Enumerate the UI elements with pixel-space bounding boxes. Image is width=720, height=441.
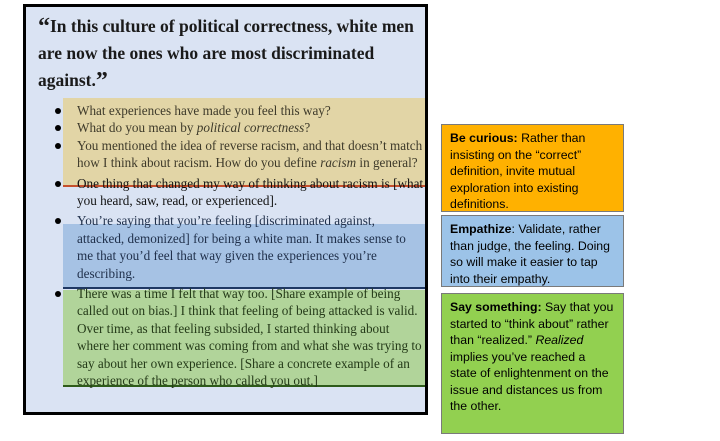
- open-quote-mark: “: [38, 14, 50, 40]
- bullet-icon: [55, 108, 61, 114]
- list-item-text: in general?: [356, 155, 418, 171]
- response-list: [52, 102, 424, 390]
- list-item-text: There was a time I felt that way too. [Share example of being called out on bias.] I think that feeling of being attacked is valid. Over time, as that feeling subsided, I started thinking about where her comment was coming from and what she was trying to say about her own experience. [Share a concrete example of an experience of the person who called you out.]: [77, 286, 422, 389]
- list-item-emphasis: racism: [320, 155, 357, 171]
- list-item-text: What do you mean by: [77, 120, 197, 136]
- list-item-text: One thing that changed my way of thinking about racism is [what you heard, saw, read, or experienced].: [77, 175, 424, 209]
- list-item: [52, 137, 424, 172]
- say-something-callout: [441, 293, 624, 434]
- list-item-text: You mentioned the idea of reverse racism, and that doesn’t match how I think about racism. How do you define: [77, 137, 423, 171]
- callout-text: implies you’ve reached a state of enlightenment on the issue and distances us from the other.: [450, 349, 609, 413]
- close-quote-mark: ”: [95, 68, 108, 94]
- list-item: [52, 119, 424, 136]
- callout-title: Empathize: [450, 222, 512, 236]
- callout-emphasis: Realized: [535, 333, 584, 347]
- list-item-text: What experiences have made you feel this way?: [77, 103, 331, 118]
- list-item: [52, 102, 424, 119]
- quote-text: In this culture of political correctness, white men are now the ones who are most discriminated against.: [38, 16, 414, 90]
- list-item: [52, 175, 424, 210]
- callout-title: Say something:: [450, 300, 542, 314]
- bullet-icon: [55, 125, 61, 131]
- list-item: [52, 212, 424, 282]
- bullet-icon: [55, 181, 61, 187]
- bullet-icon: [55, 291, 61, 297]
- be-curious-callout: [441, 124, 624, 212]
- callout-text: : Validate, rather than judge, the feeling. Doing so will make it easier to tap into their empathy.: [450, 222, 610, 286]
- callout-title: Be curious:: [450, 131, 518, 145]
- bullet-icon: [55, 218, 61, 224]
- empathize-callout: [441, 215, 624, 287]
- list-item-emphasis: political correctness: [196, 120, 305, 136]
- list-item-text: ?: [304, 120, 311, 136]
- list-item: [52, 285, 424, 389]
- quote-heading: [38, 13, 418, 94]
- bullet-icon: [55, 143, 61, 149]
- callout-text: Say that you started to “think about” rather than “realized.”: [450, 300, 614, 347]
- list-item-text: You’re saying that you’re feeling [discriminated against, attacked, demonized] for being a white man. It makes sense to me that you’d feel that way given the experiences you’re describing.: [77, 213, 406, 281]
- callout-text: Rather than insisting on the “correct” definition, invite mutual exploration into existing definitions.: [450, 131, 586, 211]
